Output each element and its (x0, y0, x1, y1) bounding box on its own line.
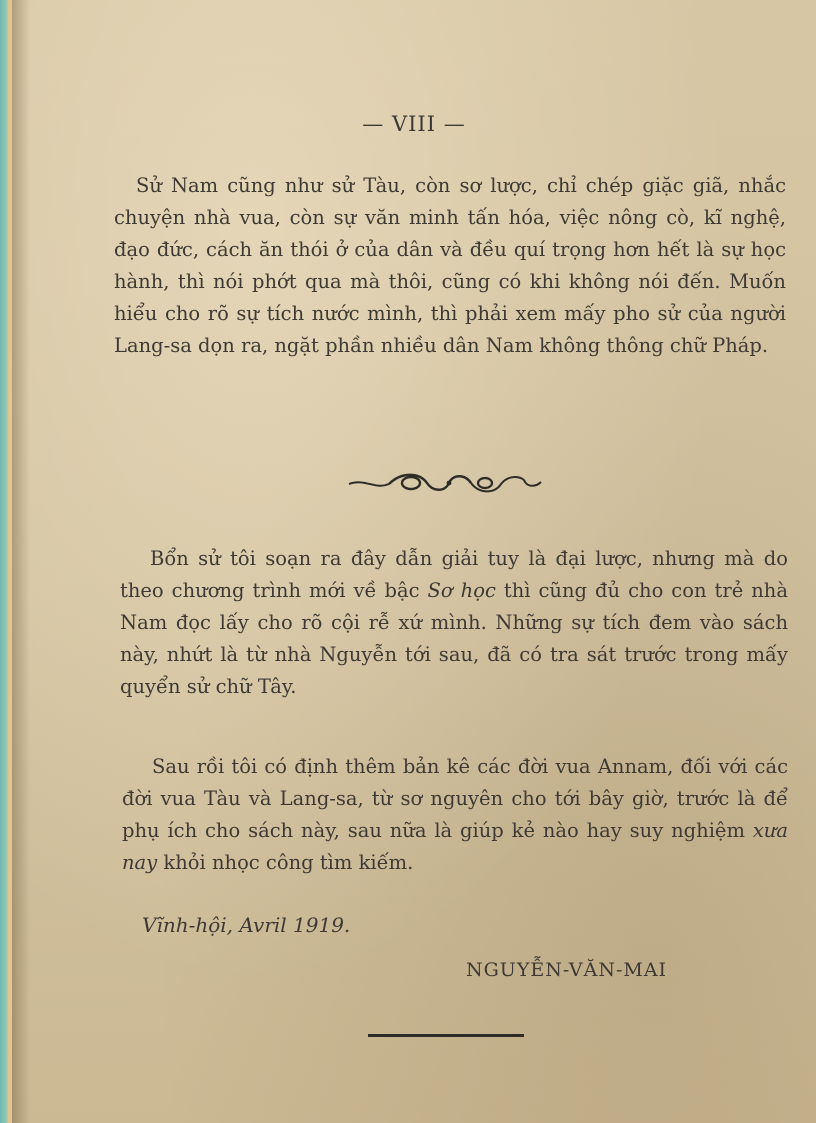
paragraph-3-italic: xưa nay (122, 819, 788, 874)
book-page (12, 0, 816, 1123)
paragraph-3 (122, 751, 788, 879)
page-number: — VIII — (362, 112, 466, 136)
place-date: Vĩnh-hội, Avril 1919. (142, 913, 351, 937)
paragraph-2-text-a: Bổn sử tôi soạn ra đây dẫn giải tuy là đại lược, nhưng mà do theo chương trình mới về bậc (120, 547, 788, 602)
author-signature: NGUYỄN-VĂN-MAI (466, 959, 668, 981)
paragraph-3-text-a: Sau rồi tôi có định thêm bản kê các đời vua Annam, đối với các đời vua Tàu và Lang-sa, từ sơ nguyên cho tới bây giờ, trước là để phụ ích cho sách này, sau nữa là giúp kẻ nào hay suy nghiệm (122, 755, 788, 842)
paragraph-3-text-b: khỏi nhọc công tìm kiếm. (157, 851, 414, 874)
paragraph-2-italic: Sơ học (427, 579, 496, 602)
paragraph-1: Sử Nam cũng như sử Tàu, còn sơ lược, chỉ chép giặc giã, nhắc chuyện nhà vua, còn sự văn minh tấn hóa, việc nông cò, kĩ nghệ, đạo đức, cách ăn thói ở của dân và đều quí trọng hơn hết là sự học hành, thì nói phớt qua mà thôi, cũng có khi không nói đến. Muốn hiểu cho rõ sự tích nước mình, thì phải xem mấy pho sử của người Lang-sa dọn ra, ngặt phần nhiều dân Nam không thông chữ Pháp. (114, 174, 786, 357)
end-rule (368, 1034, 524, 1037)
paragraph-2-text-b: thì cũng đủ cho con trẻ nhà Nam đọc lấy cho rõ cội rễ xứ mình. Những sự tích đem vào sách này, nhứt là từ nhà Nguyễn tới sau, đã có tra sát trước trong mấy quyển sử chữ Tây. (120, 579, 788, 698)
paragraph-2 (120, 543, 788, 703)
flourish-ornament-icon (345, 468, 545, 498)
